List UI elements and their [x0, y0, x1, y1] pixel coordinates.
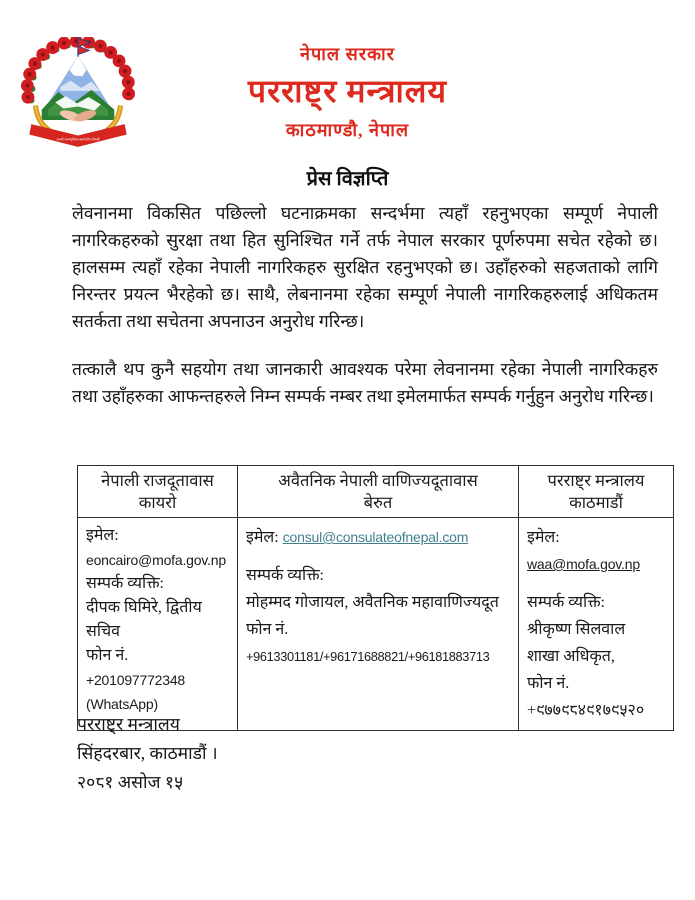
- contact-label: सम्पर्क व्यक्ति:: [246, 567, 324, 584]
- signature-block: [77, 710, 218, 797]
- header-consulate-beirut: अवैतनिक नेपाली वाणिज्यदूतावास बेरुत: [238, 466, 519, 518]
- cell-ministry-kathmandu: [519, 518, 674, 731]
- email-link-beirut[interactable]: consul@consulateofnepal.com: [282, 529, 469, 545]
- paragraph-2: तत्कालै थप कुनै सहयोग तथा जानकारी आवश्यक परेमा लेवनानमा रहेका नेपाली नागरिकहरु तथा उहाँहरुका आफन्तहरुले निम्न सम्पर्क नम्बर तथा इमेलमार्फत सम्पर्क गर्नुहुन अनुरोध गरिन्छ।: [72, 359, 658, 406]
- contact-designation: शाखा अधिकृत,: [527, 648, 615, 665]
- email-label: इमेल:: [246, 529, 279, 546]
- email-label: इमेल:: [527, 529, 560, 546]
- ministry-location: काठमाण्डौ, नेपाल: [285, 120, 410, 140]
- footer-address: सिंहदरबार, काठमाडौं ।: [77, 743, 218, 763]
- contact-person-cairo: दीपक घिमिरे, द्वितीय सचिव: [86, 599, 202, 640]
- contact-label: सम्पर्क व्यक्ति:: [86, 575, 164, 592]
- contact-table: [77, 465, 674, 731]
- letterhead: [0, 42, 695, 142]
- email-label: इमेल:: [86, 527, 119, 544]
- phone-label: फोन नं.: [86, 647, 129, 664]
- document-title: प्रेस विज्ञप्ति: [306, 168, 389, 190]
- email-cairo: eoncairo@mofa.gov.np: [86, 552, 226, 568]
- table-header-row: [78, 466, 674, 518]
- header-embassy-cairo: नेपाली राजदूतावास कायरो: [78, 466, 238, 518]
- phone-note-whatsapp: (WhatsApp): [86, 696, 158, 712]
- contact-person-ministry: श्रीकृष्ण सिलवाल: [527, 621, 626, 638]
- table-body-row: [78, 518, 674, 731]
- phone-cairo: +201097772348: [86, 672, 186, 688]
- footer-ministry: परराष्ट्र मन्त्रालय: [77, 714, 180, 734]
- footer-date: २०८१ असोज १५: [77, 772, 184, 792]
- phones-beirut: +9613301181/+96171688821/+96181883713: [246, 649, 490, 664]
- government-name: नेपाल सरकार: [300, 44, 395, 64]
- ministry-name: परराष्ट्र मन्त्रालय: [247, 73, 448, 109]
- cell-embassy-cairo: [78, 518, 238, 731]
- cell-consulate-beirut: [238, 518, 519, 731]
- phone-label: फोन नं.: [527, 675, 570, 692]
- paragraph-1: लेवनानमा विकसित पछिल्लो घटनाक्रमका सन्दर्भमा त्यहाँ रहनुभएका सम्पूर्ण नेपाली नागरिकहरुको सुरक्षा तथा हित सुनिश्चित गर्ने तर्फ नेपाल सरकार पूर्णरुपमा सचेत रहेको छ। हालसम्म त्यहाँ रहेका नेपाली नागरिकहरु सुरक्षित रहनुभएको छ। उहाँहरुको सहजताको लागि निरन्तर प्रयत्न भैरहेको छ। साथै, लेबनानमा रहेका सम्पूर्ण नेपाली नागरिकहरुलाई अधिकतम सतर्कता तथा सचेतना अपनाउन अनुरोध गरिन्छ।: [72, 203, 658, 331]
- email-link-ministry[interactable]: waa@mofa.gov.np: [527, 556, 640, 572]
- phone-label: फोन नं.: [246, 621, 289, 638]
- contact-person-beirut: मोहम्मद गोजायल, अवैतनिक महावाणिज्यदूत: [246, 594, 499, 611]
- emblem-motto-text: जननी जन्मभूमिश्च स्वर्गादपि गरीयसी: [56, 137, 100, 142]
- body-text: [72, 200, 658, 431]
- contact-label: सम्पर्क व्यक्ति:: [527, 594, 605, 611]
- phone-ministry: +९७७९८४९१७९५२०: [527, 702, 645, 719]
- header-ministry-kathmandu: परराष्ट्र मन्त्रालय काठमाडौं: [519, 466, 674, 518]
